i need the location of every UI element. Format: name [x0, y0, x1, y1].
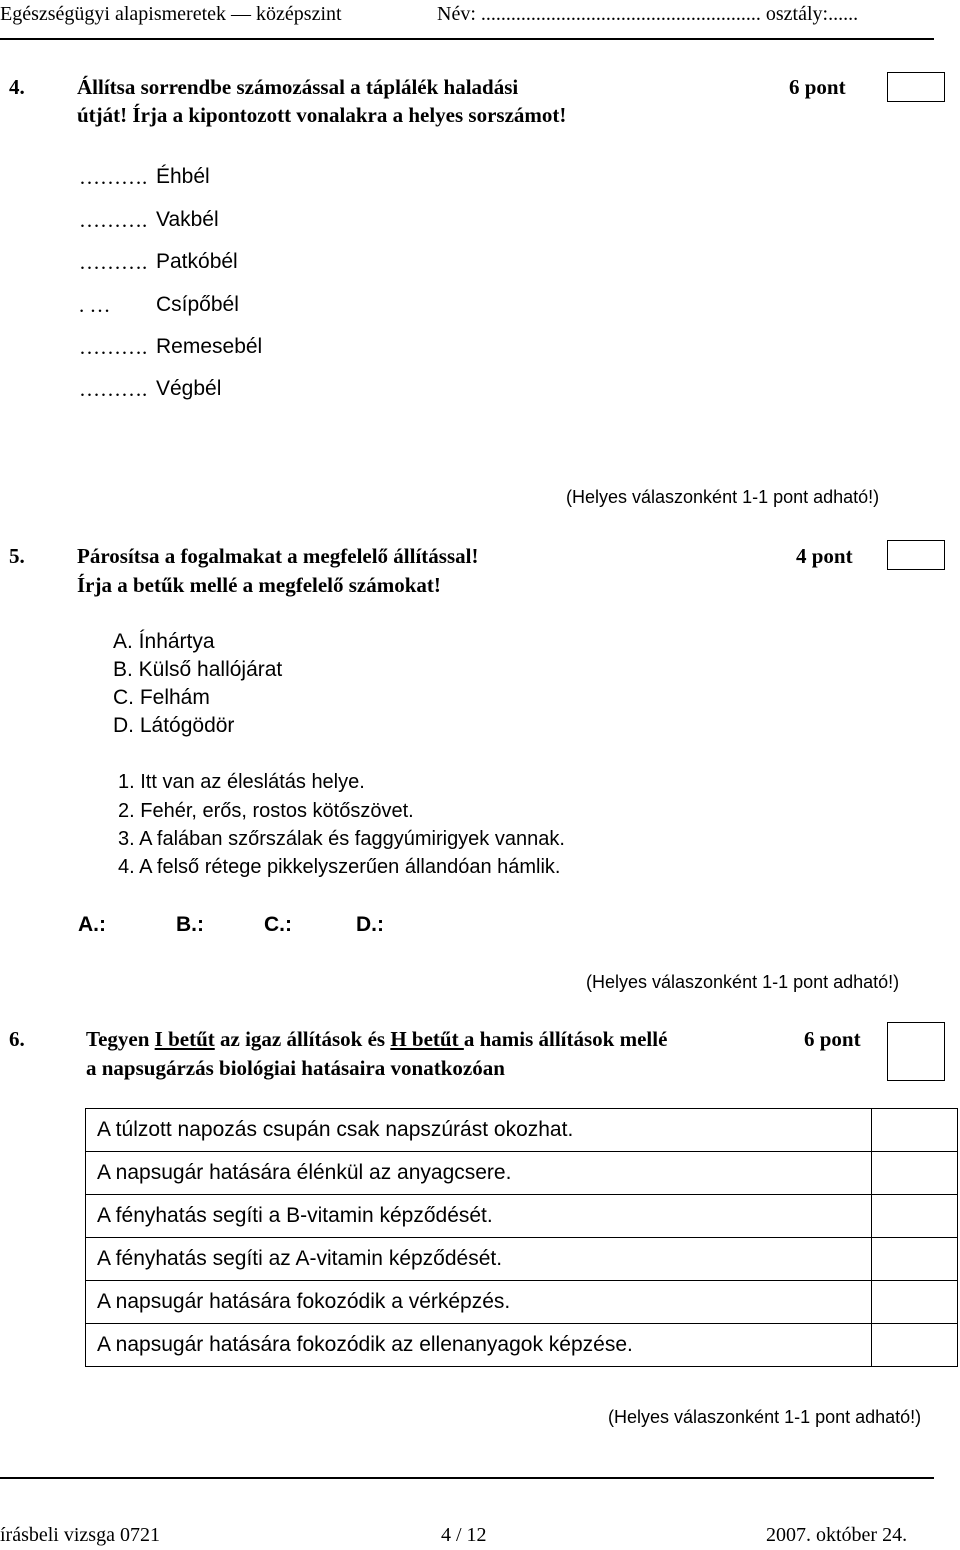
q5-statement-4: 4. A felső rétege pikkelyszerűen állandóan hámlik.	[118, 856, 561, 878]
statement-cell: A napsugár hatására fokozódik az ellenanyagok képzése.	[86, 1324, 872, 1367]
q6-title-part3: a hamis állítások mellé	[463, 1027, 668, 1051]
table-row	[86, 1238, 958, 1281]
table-row	[86, 1152, 958, 1195]
q4-number: 4.	[9, 75, 25, 99]
statement-cell: A napsugár hatására élénkül az anyagcsere.	[86, 1152, 872, 1195]
q6-points: 6 pont	[804, 1027, 861, 1051]
q5-answer-b[interactable]: B.:	[176, 913, 204, 936]
q5-answer-d[interactable]: D.:	[356, 913, 384, 936]
answer-cell[interactable]	[872, 1109, 958, 1152]
q6-title-false-letter: H betűt	[390, 1027, 464, 1051]
footer-left: írásbeli vizsga 0721	[0, 1524, 160, 1546]
q5-points: 4 pont	[796, 544, 853, 568]
q5-answer-c[interactable]: C.:	[264, 913, 292, 936]
answer-cell[interactable]	[872, 1152, 958, 1195]
q4-title-line1: Állítsa sorrendbe számozással a táplálék haladási	[77, 75, 519, 99]
q5-statement-2: 2. Fehér, erős, rostos kötőszövet.	[118, 800, 414, 822]
q5-term-b: B. Külső hallójárat	[113, 658, 283, 681]
table-row	[86, 1195, 958, 1238]
statement-cell: A fényhatás segíti az A-vitamin képződését.	[86, 1238, 872, 1281]
footer-page-number: 4 / 12	[441, 1524, 487, 1546]
q4-item-dots[interactable]: ……….	[79, 165, 148, 189]
q5-answer-a[interactable]: A.:	[78, 913, 106, 936]
answer-cell[interactable]	[872, 1324, 958, 1367]
q6-title-true-letter: I betűt	[154, 1027, 215, 1051]
q5-score-box[interactable]	[887, 540, 945, 570]
q5-statement-3: 3. A falában szőrszálak és faggyúmirigyek vannak.	[118, 828, 565, 850]
header-right: Név: ........................................................ osztály:......	[437, 3, 859, 25]
q6-true-false-table	[85, 1108, 958, 1367]
q6-scoring: (Helyes válaszonként 1-1 pont adható!)	[608, 1407, 922, 1427]
q4-item-label: Remesebél	[156, 335, 263, 358]
footer-date: 2007. október 24.	[766, 1524, 908, 1546]
q4-item-dots[interactable]: ……….	[79, 335, 148, 359]
q4-title-line2: útját! Írja a kipontozott vonalakra a helyes sorszámot!	[77, 103, 567, 127]
q4-item-label: Éhbél	[156, 165, 210, 188]
q6-title-part1: Tegyen	[86, 1027, 155, 1051]
q6-number: 6.	[9, 1027, 25, 1051]
table-row	[86, 1281, 958, 1324]
q6-title-line1	[86, 1027, 667, 1052]
header-left: Egészségügyi alapismeretek — középszint	[0, 3, 342, 25]
q5-statement-1: 1. Itt van az éleslátás helye.	[118, 771, 365, 793]
q4-item-dots[interactable]: ……….	[79, 208, 148, 232]
q4-item-label: Vakbél	[156, 208, 219, 231]
header-rule	[0, 38, 934, 40]
q5-title-line1: Párosítsa a fogalmakat a megfelelő állítással!	[77, 544, 479, 568]
q5-term-a: A. Ínhártya	[113, 630, 215, 653]
q4-item-label: Csípőbél	[156, 293, 239, 316]
q5-scoring: (Helyes válaszonként 1-1 pont adható!)	[586, 972, 900, 992]
q4-item-label: Patkóbél	[156, 250, 238, 273]
q5-number: 5.	[9, 544, 25, 568]
statement-cell: A fényhatás segíti a B-vitamin képződését.	[86, 1195, 872, 1238]
footer-rule	[0, 1477, 934, 1479]
q5-term-d: D. Látógödör	[113, 714, 235, 737]
q6-title-line2: a napsugárzás biológiai hatásaira vonatkozóan	[86, 1056, 505, 1080]
answer-cell[interactable]	[872, 1238, 958, 1281]
table-row	[86, 1109, 958, 1152]
q5-title-line2: Írja a betűk mellé a megfelelő számokat!	[77, 573, 441, 597]
statement-cell: A napsugár hatására fokozódik a vérképzés.	[86, 1281, 872, 1324]
table-row	[86, 1324, 958, 1367]
q4-scoring: (Helyes válaszonként 1-1 pont adható!)	[566, 487, 880, 507]
q6-score-box[interactable]	[887, 1022, 945, 1081]
q4-item-dots[interactable]: ……….	[79, 250, 148, 274]
q4-item-label: Végbél	[156, 377, 222, 400]
q4-item-dots[interactable]: ……….	[79, 377, 148, 401]
q5-term-c: C. Felhám	[113, 686, 210, 709]
answer-cell[interactable]	[872, 1281, 958, 1324]
statement-cell: A túlzott napozás csupán csak napszúrást okozhat.	[86, 1109, 872, 1152]
q4-points: 6 pont	[789, 75, 846, 99]
q6-title-part2: az igaz állítások és	[214, 1027, 391, 1051]
q4-score-box[interactable]	[887, 72, 945, 102]
q4-item-dots[interactable]: . …	[79, 293, 111, 317]
answer-cell[interactable]	[872, 1195, 958, 1238]
